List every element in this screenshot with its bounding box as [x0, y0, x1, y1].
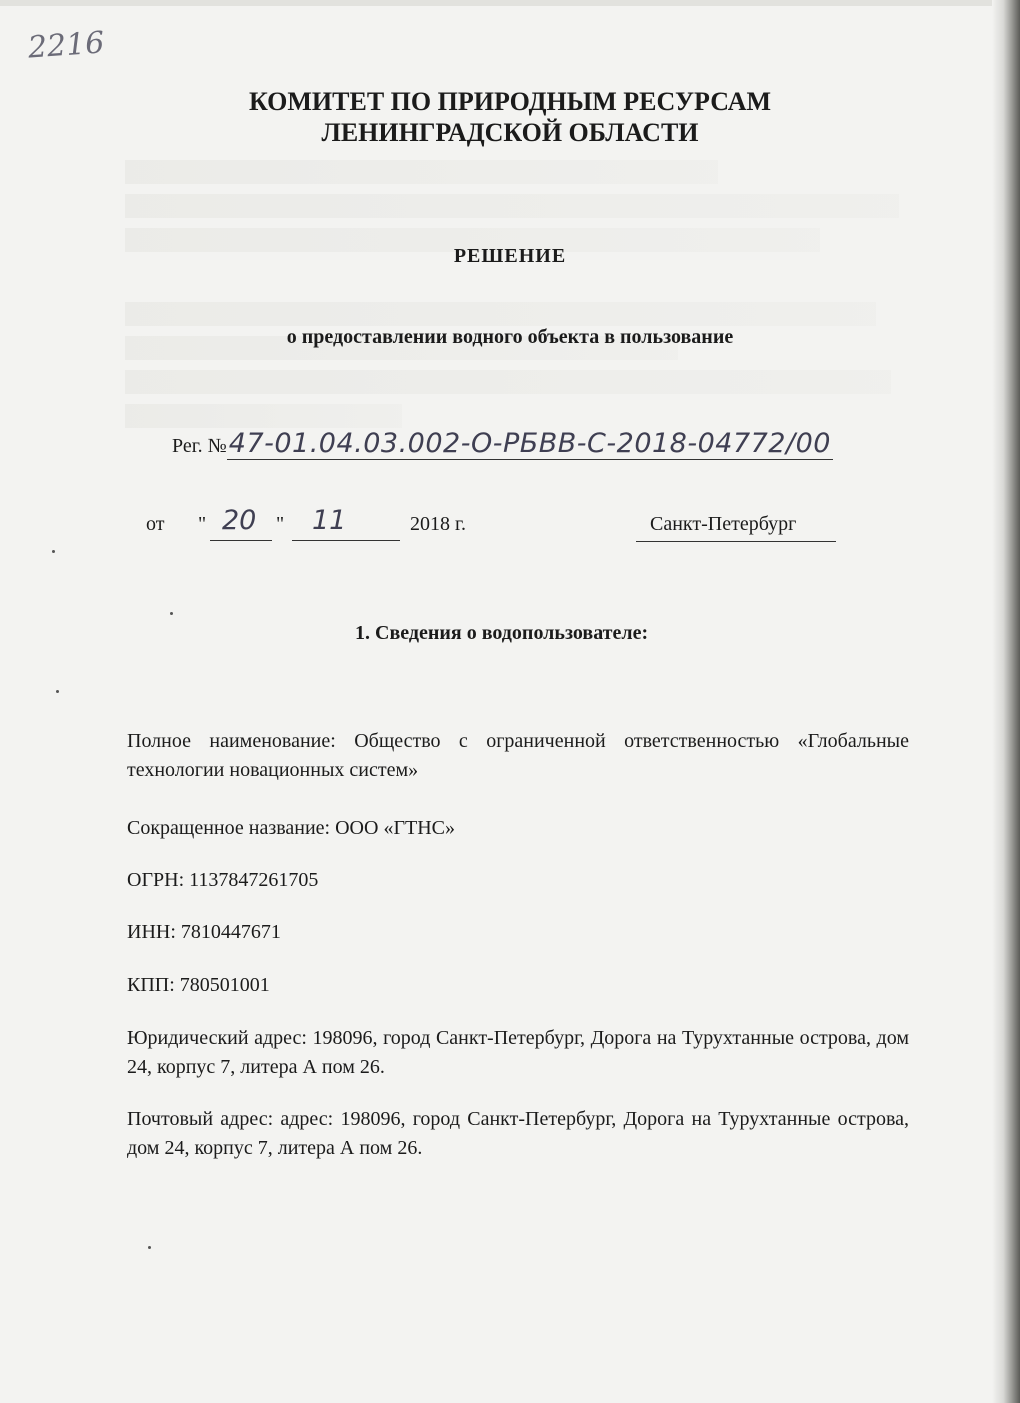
day-underline	[210, 540, 272, 541]
city-name: Санкт-Петербург	[650, 513, 797, 535]
committee-title-line1: КОМИТЕТ ПО ПРИРОДНЫМ РЕСУРСАМ	[248, 87, 772, 116]
date-prefix: от	[146, 513, 165, 535]
inn-field: ИНН: 7810447671	[127, 921, 281, 943]
document-type-heading: РЕШЕНИЕ	[453, 245, 567, 267]
section-1-heading: 1. Сведения о водопользователе:	[355, 622, 649, 644]
handwritten-page-number: 2216	[26, 25, 106, 66]
date-day: 20	[222, 505, 257, 536]
scan-speck	[170, 612, 173, 615]
date-year: 2018 г.	[410, 513, 466, 535]
short-name-field: Сокращенное название: ООО «ГТНС»	[127, 817, 456, 839]
registration-number-line	[172, 428, 833, 459]
city-underline	[636, 541, 836, 542]
ogrn-field: ОГРН: 1137847261705	[127, 869, 319, 891]
scan-speck	[52, 550, 55, 553]
committee-title-line2: ЛЕНИНГРАДСКОЙ ОБЛАСТИ	[321, 118, 699, 147]
quote-close-day: "	[276, 513, 285, 535]
registration-label: Рег. №	[172, 435, 227, 457]
scan-speck	[56, 690, 59, 693]
postal-address-field: Почтовый адрес: адрес: 198096, город Санкт-Петербург, Дорога на Турухтанные острова, дом 24, корпус 7, литера А пом 26.	[127, 1108, 909, 1159]
full-name-field: Полное наименование: Общество с ограниченной ответственностью «Глобальные технологии новационных систем»	[127, 730, 909, 781]
quote-open-day: "	[198, 513, 207, 535]
legal-address-field: Юридический адрес: 198096, город Санкт-Петербург, Дорога на Турухтанные острова, дом 24, корпус 7, литера А пом 26.	[127, 1027, 909, 1078]
month-underline	[292, 540, 400, 541]
scan-right-edge	[992, 0, 1020, 1403]
scan-top-edge	[0, 0, 1020, 6]
document-subtitle: о предоставлении водного объекта в пользование	[286, 326, 734, 348]
registration-number: 47-01.04.03.002-О-РБВВ-С-2018-04772/00	[228, 428, 831, 459]
date-month: 11	[312, 505, 347, 536]
bleed-through-text	[125, 160, 915, 438]
scan-speck	[148, 1246, 151, 1249]
kpp-field: КПП: 780501001	[127, 974, 270, 996]
